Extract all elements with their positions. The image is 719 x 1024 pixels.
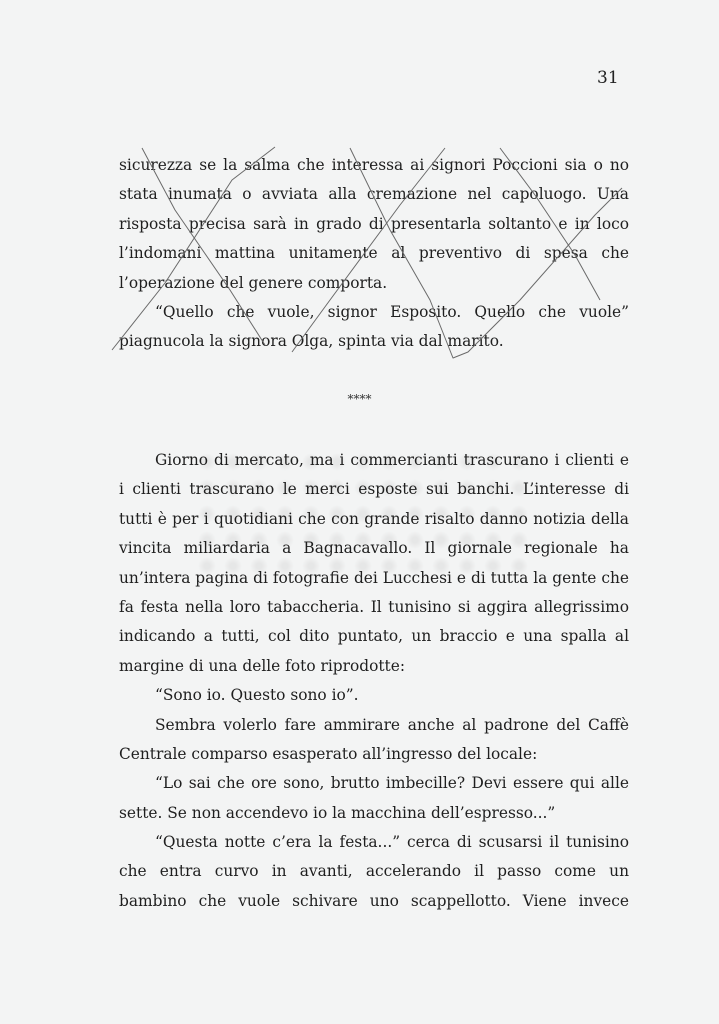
text-line: “Questa notte c’era la festa...” cerca di scusarsi il tunisino	[155, 833, 629, 852]
text-line: “Quello che vuole, signor Esposito. Quello che vuole”	[155, 302, 629, 321]
text-line: risposta precisa sarà in grado di presentarla soltanto e in loco	[119, 214, 629, 233]
page-number: 31	[597, 68, 619, 88]
section-separator: ****	[347, 392, 372, 406]
body-passage	[119, 446, 629, 916]
text-line: bambino che vuole schivare uno scappellotto. Viene invece	[119, 891, 629, 910]
text-line: vincita miliardaria a Bagnacavallo. Il giornale regionale ha	[119, 539, 629, 558]
text-line: i clienti trascurano le merci esposte sui banchi. L’interesse di	[119, 480, 629, 499]
text-line: l’indomani mattina unitamente al preventivo di spesa che	[119, 244, 629, 263]
text-line: Giorno di mercato, ma i commercianti trascurano i clienti e	[155, 451, 629, 469]
text-line: stata inumata o avviata alla cremazione nel capoluogo. Una	[119, 185, 629, 204]
text-line: margine di una delle foto riprodotte:	[119, 656, 406, 675]
text-line: l’operazione del genere comporta.	[119, 273, 388, 292]
text-line: indicando a tutti, col dito puntato, un braccio e una spalla al	[119, 627, 629, 646]
text-line: “Sono io. Questo sono io”.	[155, 686, 359, 705]
text-line: che entra curvo in avanti, accelerando il passo come un	[119, 862, 629, 881]
text-line: piagnucola la signora Olga, spinta via dal marito.	[119, 332, 504, 351]
text-line: fa festa nella loro tabaccheria. Il tunisino si aggira allegrissimo	[119, 597, 629, 616]
text-line: sette. Se non accendevo io la macchina dell’espresso...”	[119, 803, 556, 822]
text-line: “Lo sai che ore sono, brutto imbecille? Devi essere qui alle	[155, 774, 629, 793]
text-line: Centrale comparso esasperato all’ingresso del locale:	[119, 744, 538, 763]
text-line: Sembra volerlo fare ammirare anche al padrone del Caffè	[155, 715, 629, 734]
text-line: tutti è per i quotidiani che con grande risalto danno notizia della	[119, 509, 629, 528]
text-line: sicurezza se la salma che interessa ai signori Poccioni sia o no	[119, 156, 629, 174]
crossed-out-passage	[119, 151, 629, 357]
text-line: un’intera pagina di fotografie dei Lucchesi e di tutta la gente che	[119, 568, 629, 587]
